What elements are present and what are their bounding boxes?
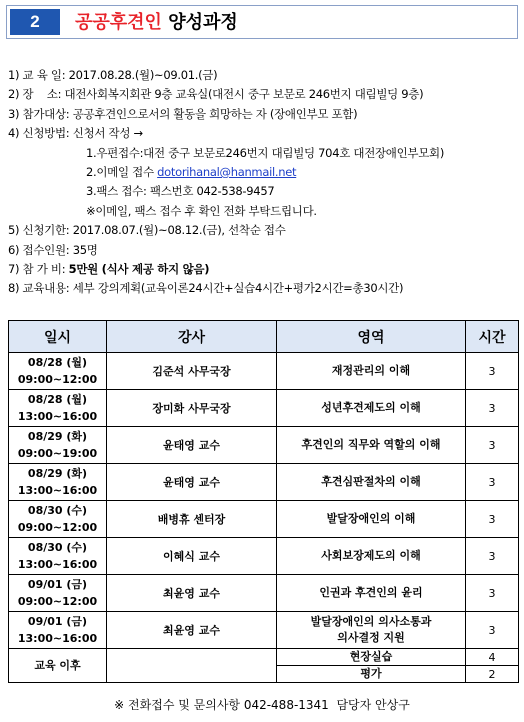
row-field (277, 612, 466, 649)
apply-post: 1.우편접수:대전 중구 보문로246번지 대림빌딩 704호 대전장애인부모회) (86, 145, 445, 160)
section-title-rest: 양성과정 (161, 12, 238, 33)
info-curriculum: 8) 교육내용: 세부 강의계획(교육이론24시간+실습4시간+평가2시간=총30시간) (8, 281, 404, 296)
section-title (75, 11, 238, 35)
row-teacher: 윤태영 교수 (107, 464, 277, 501)
row-hours: 2 (466, 666, 519, 683)
apply-email-label: 2.이메일 접수 (86, 164, 158, 179)
row-hours: 3 (466, 612, 519, 649)
info-capacity: 6) 접수인원: 35명 (8, 242, 98, 257)
row-date: 09/01 (금) (27, 615, 88, 628)
table-header-row (9, 321, 519, 353)
table-row (9, 612, 519, 649)
row-hours: 3 (466, 464, 519, 501)
header-teacher: 강사 (107, 321, 277, 353)
apply-fax: 3.팩스 접수: 팩스번호 042-538-9457 (86, 184, 275, 199)
row-hours: 4 (466, 649, 519, 666)
info-apply: 4) 신청방법: 신청서 작성 → (8, 126, 143, 141)
apply-note: ※이메일, 팩스 접수 후 확인 전화 부탁드립니다. (86, 203, 317, 218)
course-info (8, 66, 520, 299)
row-hours: 3 (466, 427, 519, 464)
section-number-badge: 2 (10, 9, 60, 35)
section-title-bar (6, 5, 518, 39)
row-time: 09:00~12:00 (17, 595, 98, 608)
table-row (9, 538, 519, 575)
row-field-line1: 발달장애인의 의사소통과 (310, 615, 432, 628)
header-datetime: 일시 (9, 321, 107, 353)
row-teacher: 김준석 사무국장 (107, 353, 277, 390)
row-teacher: 배병휴 센터장 (107, 501, 277, 538)
row-date: 08/29 (화) (27, 430, 88, 443)
row-date: 09/01 (금) (27, 578, 88, 591)
row-date: 08/29 (화) (27, 467, 88, 480)
row-time: 13:00~16:00 (17, 632, 98, 645)
row-datetime (9, 575, 107, 612)
row-teacher: 최윤영 교수 (107, 612, 277, 649)
row-datetime (9, 427, 107, 464)
schedule-table (8, 320, 519, 683)
row-teacher: 윤태영 교수 (107, 427, 277, 464)
row-field: 현장실습 (277, 649, 466, 666)
after-education-label: 교육 이후 (9, 649, 107, 683)
table-row (9, 427, 519, 464)
table-row (9, 390, 519, 427)
row-field: 발달장애인의 이해 (277, 501, 466, 538)
row-hours: 3 (466, 501, 519, 538)
row-date: 08/28 (월) (27, 356, 88, 369)
row-field: 후견인의 직무와 역할의 이해 (277, 427, 466, 464)
table-row (9, 501, 519, 538)
row-field-line2: 의사결정 지원 (337, 631, 405, 644)
row-hours: 3 (466, 575, 519, 612)
row-datetime (9, 353, 107, 390)
row-hours: 3 (466, 538, 519, 575)
row-teacher: 최윤영 교수 (107, 575, 277, 612)
row-hours: 3 (466, 390, 519, 427)
info-target: 3) 참가대상: 공공후견인으로서의 활동을 희망하는 자 (장애인부모 포함) (8, 106, 358, 121)
row-time: 13:00~16:00 (17, 410, 98, 423)
row-field: 후견심판절차의 이해 (277, 464, 466, 501)
row-teacher: 장미화 사무국장 (107, 390, 277, 427)
row-datetime (9, 538, 107, 575)
apply-email (8, 163, 520, 182)
row-time: 09:00~12:00 (17, 373, 98, 386)
email-link[interactable]: dotorihanal@hanmail.net (157, 164, 297, 179)
table-row (9, 464, 519, 501)
row-datetime (9, 390, 107, 427)
header-hours: 시간 (466, 321, 519, 353)
row-field: 평가 (277, 666, 466, 683)
row-time: 09:00~12:00 (17, 521, 98, 534)
row-datetime (9, 464, 107, 501)
fee-label: 7) 참 가 비: (8, 261, 69, 276)
table-row (9, 575, 519, 612)
row-field: 인권과 후견인의 윤리 (277, 575, 466, 612)
after-education-teacher (107, 649, 277, 683)
row-teacher: 이혜식 교수 (107, 538, 277, 575)
row-time: 13:00~16:00 (17, 484, 98, 497)
row-datetime (9, 612, 107, 649)
row-time: 13:00~16:00 (17, 558, 98, 571)
row-field: 재정관리의 이해 (277, 353, 466, 390)
info-place: 2) 장 소: 대전사회복지회관 9층 교육실(대전시 중구 보문로 246번지 대림빌딩 9층) (8, 87, 424, 102)
header-field: 영역 (277, 321, 466, 353)
row-date: 08/30 (수) (27, 541, 88, 554)
row-field: 성년후견제도의 이해 (277, 390, 466, 427)
row-time: 09:00~19:00 (17, 447, 98, 460)
row-date: 08/28 (월) (27, 393, 88, 406)
row-date: 08/30 (수) (27, 504, 88, 517)
row-hours: 3 (466, 353, 519, 390)
fee-value: 5만원 (식사 제공 하지 않음) (68, 261, 210, 276)
info-deadline: 5) 신청기한: 2017.08.07.(월)~08.12.(금), 선착순 접수 (8, 223, 286, 238)
row-datetime (9, 501, 107, 538)
section-title-highlight: 공공후견인 (75, 12, 162, 33)
table-row (9, 649, 519, 666)
table-row (9, 353, 519, 390)
info-fee (8, 260, 520, 279)
info-date: 1) 교 육 일: 2017.08.28.(월)~09.01.(금) (8, 68, 218, 82)
row-field: 사회보장제도의 이해 (277, 538, 466, 575)
contact-footer: ※ 전화접수 및 문의사항 042-488-1341 담당자 안상구 (114, 698, 410, 712)
